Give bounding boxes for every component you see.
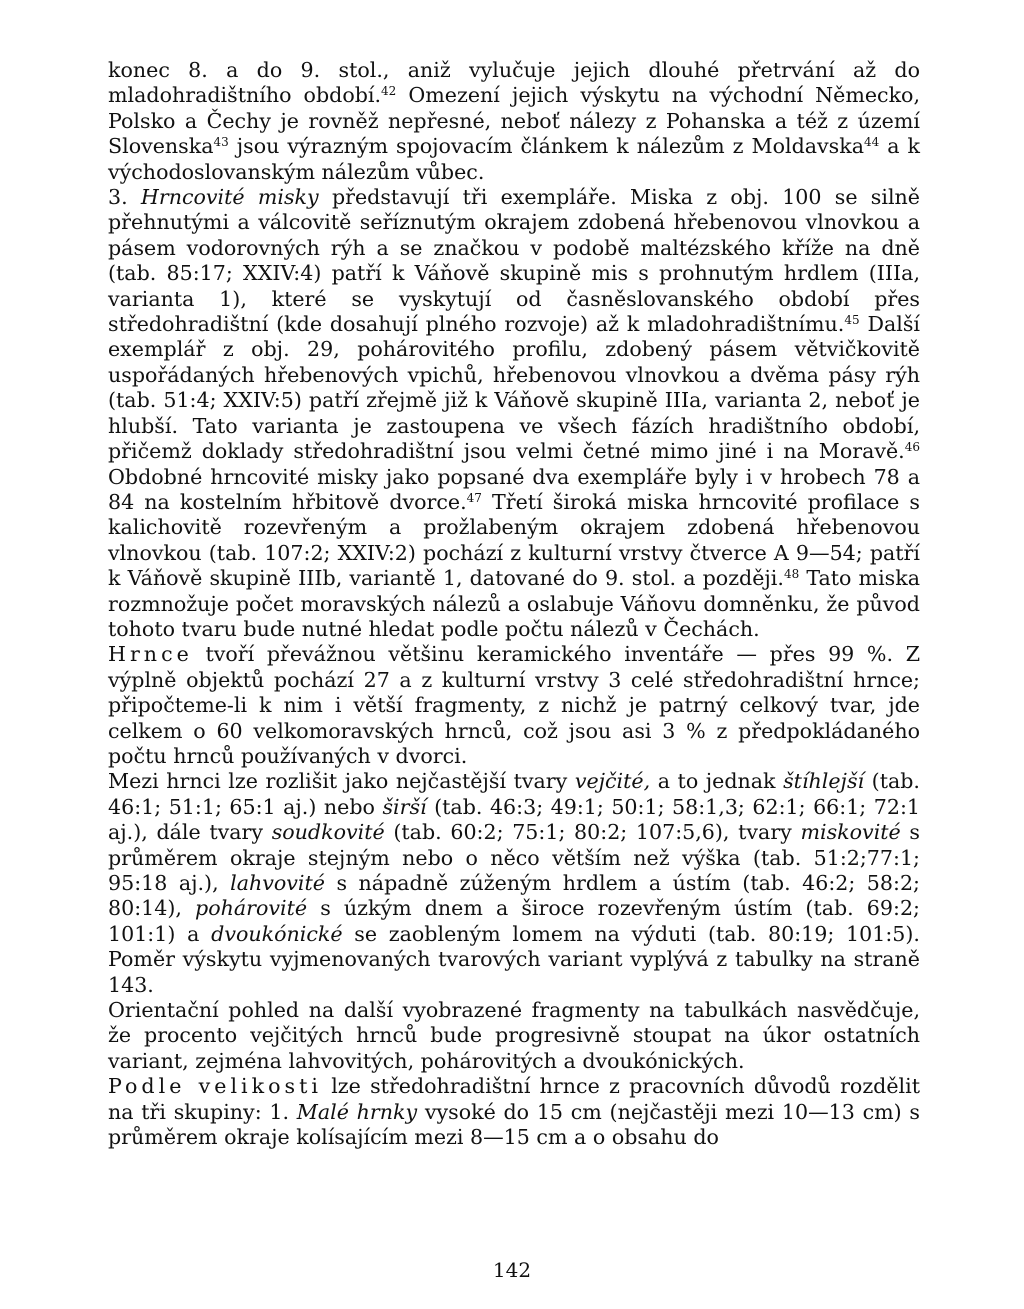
text-segment: vejčité, [574,769,651,794]
footnote-ref: 42 [381,84,397,99]
text-segment: Hrncovité misky [140,185,319,210]
paragraph [108,1074,920,1150]
text-segment: Tato miska rozmnožuje počet moravských nálezů a oslabuje Váňovu domněnku, že původ tohoto tvaru bude nutné hledat podle počtu nálezů v Čechách. [108,566,920,641]
text-segment: pohárovité [195,896,308,921]
text-segment: a k východoslovanským nálezům vůbec. [108,134,920,184]
text-segment: (tab. 46:3; 49:1; 50:1; 58:1,3; 62:1; 66:1; 72:1 aj.), dále tvary [108,794,921,845]
footnote-ref: 44 [864,135,880,150]
text-segment: jsou výrazným spojovacím článkem k nálezům z Moldavska [228,134,864,159]
text-segment: Omezení jejich výskytu na východní Německo, Polsko a Čechy je rovněž nepřesné, neboť nálezy z Pohanska a též z území Slovenska [108,83,920,159]
text-segment: lze středohradištní hrnce z pracovních důvodů rozdělit na tři skupiny: 1. [108,1074,920,1124]
text-segment: širší [382,794,427,819]
text-segment: miskovité [800,820,901,845]
text-segment: Orientační pohled na další vyobrazené fragmenty na tabulkách nasvědčuje, že procento vejčitých hrnců bude progresivně stoupat na úkor ostatních variant, zejména lahvovitých, pohárovitých a dvoukónických. [108,998,920,1073]
text-segment: Hrnce [108,642,193,667]
text-segment: Další exemplář z obj. 29, pohárovitého profilu, zdobený pásem větvičkovitě uspořádaných hřebenových vpichů, hřebenovou vlnovkou a dvěma pásy rýh (tab. 51:4; XXIV:5) patří zřejmě již k Váňově skupině IIIa, varianta 2, neboť je hlubší. Tato varianta je zastoupena ve všech fázích hradištního období, přičemž doklady středohradištní jsou velmi četné mimo jiné i na Moravě. [108,312,920,464]
paragraph [108,58,920,185]
text-segment: tvoří převážnou většinu keramického inventáře — přes 99 %. Z výplně objektů pochází 27 a z kulturní vrstvy 3 celé středohradištní hrnce; připočteme-li k nim i větší fragmenty, z nichž je patrný celkový tvar, jde celkem o 60 velkomoravských hrnců, což jsou asi 3 % z předpokládaného počtu hrnců používaných v dvorci. [108,642,920,768]
text-segment: 3. [108,185,141,210]
paragraph [108,769,920,998]
text-segment: štíhlejší [783,769,865,794]
text-segment: s úzkým dnem a široce rozevřeným ústím (tab. 69:2; 101:1) a [108,896,920,946]
text-segment: dvoukónické [211,921,343,946]
text-segment: vysoké do 15 cm (nejčastěji mezi 10—13 cm) s průměrem okraje kolísajícím mezi 8—15 cm a o obsahu do [108,1099,921,1150]
paragraph [108,185,920,642]
paragraph [108,998,920,1074]
footnote-ref: 46 [904,440,920,455]
text-segment: s nápadně zúženým hrdlem a ústím (tab. 46:2; 58:2; 80:14), [108,871,920,921]
text-segment: Mezi hrnci lze rozlišit jako nejčastější tvary [108,769,575,794]
page-number: 142 [492,1258,532,1282]
text-segment: s průměrem okraje stejným nebo o něco větším než výška (tab. 51:2;77:1; 95:18 aj.), [108,820,920,895]
text-segment: Obdobné hrncovité misky jako popsané dva exempláře byly i v hrobech 78 a 84 na kostelním hřbitově dvorce. [108,464,920,514]
text-segment: se zaobleným lomem na výduti (tab. 80:19; 101:5). Poměr výskytu vyjmenovaných tvarových variant vyplývá z tabulky na straně 143. [108,921,920,997]
text-segment: Třetí široká miska hrncovité profilace s kalichovitě rozevřeným a prožlabeným okrajem zdobená hřebenovou vlnovkou (tab. 107:2; XXIV:2) pochází z kulturní vrstvy čtverce A 9—54; patří k Váňově skupině IIIb, variantě 1, datované do 9. stol. a později. [108,489,920,591]
text-segment: představují tři exempláře. Miska z obj. 100 se silně přehnutými a válcovitě seříznutým okrajem zdobená hřebenovou vlnovkou a pásem vodorovných rýh a se značkou v podobě maltézského kříže na dně (tab. 85:17; XXIV:4) patří k Váňově skupině mis s prohnutým hrdlem (IIIa, varianta 1), které se vyskytují od časněslovanského období přes středohradištní (kde dosahují plného rozvoje) až k mladohradištnímu. [108,185,920,337]
text-segment: (tab. 46:1; 51:1; 65:1 aj.) nebo [108,769,920,819]
paragraph [108,642,920,769]
footnote-ref: 47 [466,490,482,505]
footnote-ref: 45 [844,313,860,328]
text-segment: a to jednak [650,769,784,794]
text-segment: lahvovité [230,871,325,895]
footnote-ref: 48 [783,567,800,582]
text-segment: Malé hrnky [296,1099,418,1124]
text-segment: konec 8. a do 9. stol., aniž vylučuje jejich dlouhé přetrvání až do mladohradištního období. [108,58,920,108]
page-body [108,58,920,1150]
text-segment: (tab. 60:2; 75:1; 80:2; 107:5,6), tvary [384,820,801,845]
text-segment: Podle velikosti [108,1074,322,1099]
text-segment: soudkovité [271,820,385,845]
footnote-ref: 43 [213,135,229,150]
